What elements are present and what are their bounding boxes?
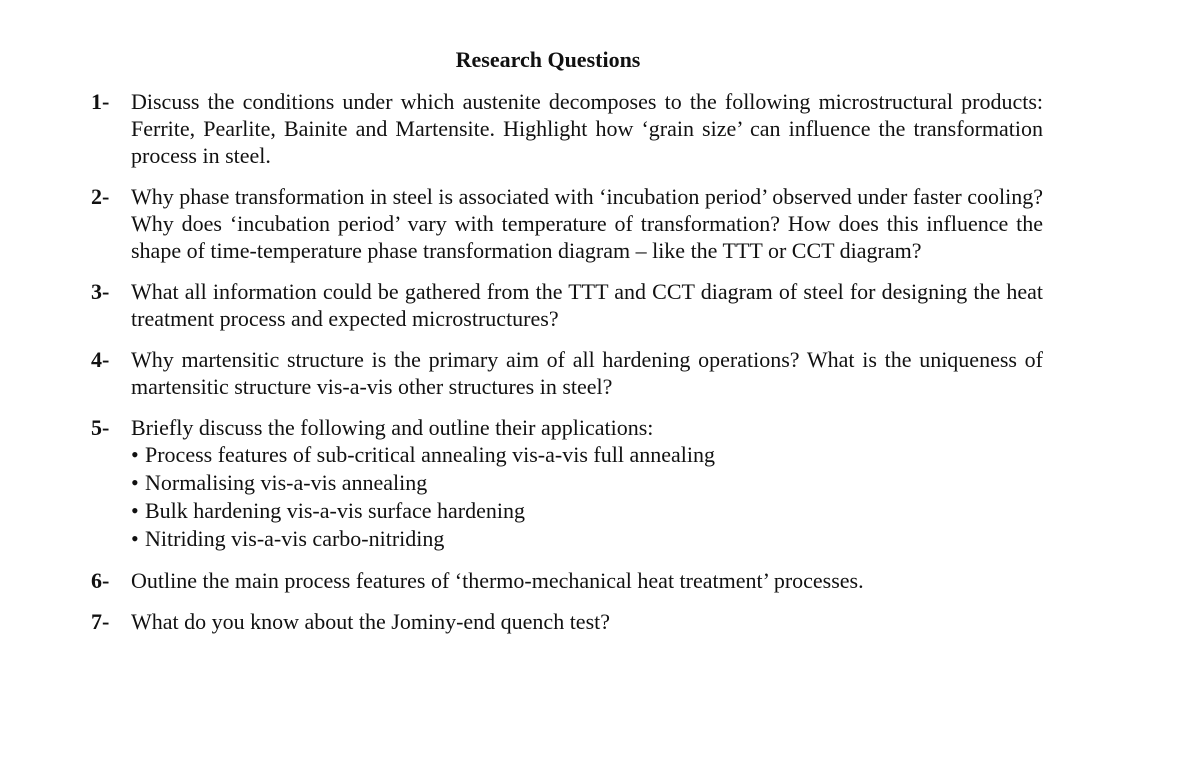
- bullet-item: [131, 497, 1043, 525]
- bullet-icon: •: [131, 442, 139, 467]
- bullet-text: Process features of sub-critical annealing vis-a-vis full annealing: [145, 442, 715, 467]
- question-text: Discuss the conditions under which austenite decomposes to the following microstructural products: Ferrite, Pearlite, Bainite and Martensite. Highlight how ‘grain size’ can influence the transformation process in steel.: [131, 89, 1043, 168]
- question-number: 3-: [91, 279, 110, 304]
- bullet-list: [131, 441, 1043, 553]
- question-number: 2-: [91, 184, 110, 209]
- question-number: 6-: [91, 568, 110, 593]
- question-1: [91, 88, 1043, 169]
- question-4: [91, 346, 1043, 400]
- bullet-text: Normalising vis-a-vis annealing: [145, 470, 428, 495]
- question-5: [91, 414, 1043, 553]
- question-number: 5-: [91, 415, 110, 440]
- bullet-icon: •: [131, 498, 139, 523]
- question-text: Outline the main process features of ‘thermo-mechanical heat treatment’ processes.: [131, 568, 864, 593]
- question-text: Why martensitic structure is the primary aim of all hardening operations? What is the uniqueness of martensitic structure vis-a-vis other structures in steel?: [131, 347, 1043, 399]
- bullet-text: Nitriding vis-a-vis carbo-nitriding: [145, 526, 445, 551]
- page-title: Research Questions: [455, 47, 641, 72]
- bullet-item: [131, 441, 1043, 469]
- questions-list: [91, 88, 1043, 649]
- bullet-icon: •: [131, 526, 139, 551]
- question-2: [91, 183, 1043, 264]
- question-number: 4-: [91, 347, 110, 372]
- bullet-text: Bulk hardening vis-a-vis surface hardening: [145, 498, 525, 523]
- bullet-icon: •: [131, 470, 139, 495]
- question-number: 7-: [91, 609, 110, 634]
- question-text: Why phase transformation in steel is associated with ‘incubation period’ observed under faster cooling? Why does ‘incubation period’ vary with temperature of transformation? How does this influence the shape of time-temperature phase transformation diagram – like the TTT or CCT diagram?: [131, 184, 1043, 263]
- question-3: [91, 278, 1043, 332]
- question-number: 1-: [91, 89, 110, 114]
- question-6: [91, 567, 1043, 594]
- question-7: [91, 608, 1043, 635]
- bullet-item: [131, 525, 1043, 553]
- bullet-item: [131, 469, 1043, 497]
- question-text: What do you know about the Jominy-end quench test?: [131, 609, 611, 634]
- question-text: What all information could be gathered from the TTT and CCT diagram of steel for designing the heat treatment process and expected microstructures?: [131, 279, 1043, 331]
- question-text: Briefly discuss the following and outline their applications:: [131, 415, 654, 440]
